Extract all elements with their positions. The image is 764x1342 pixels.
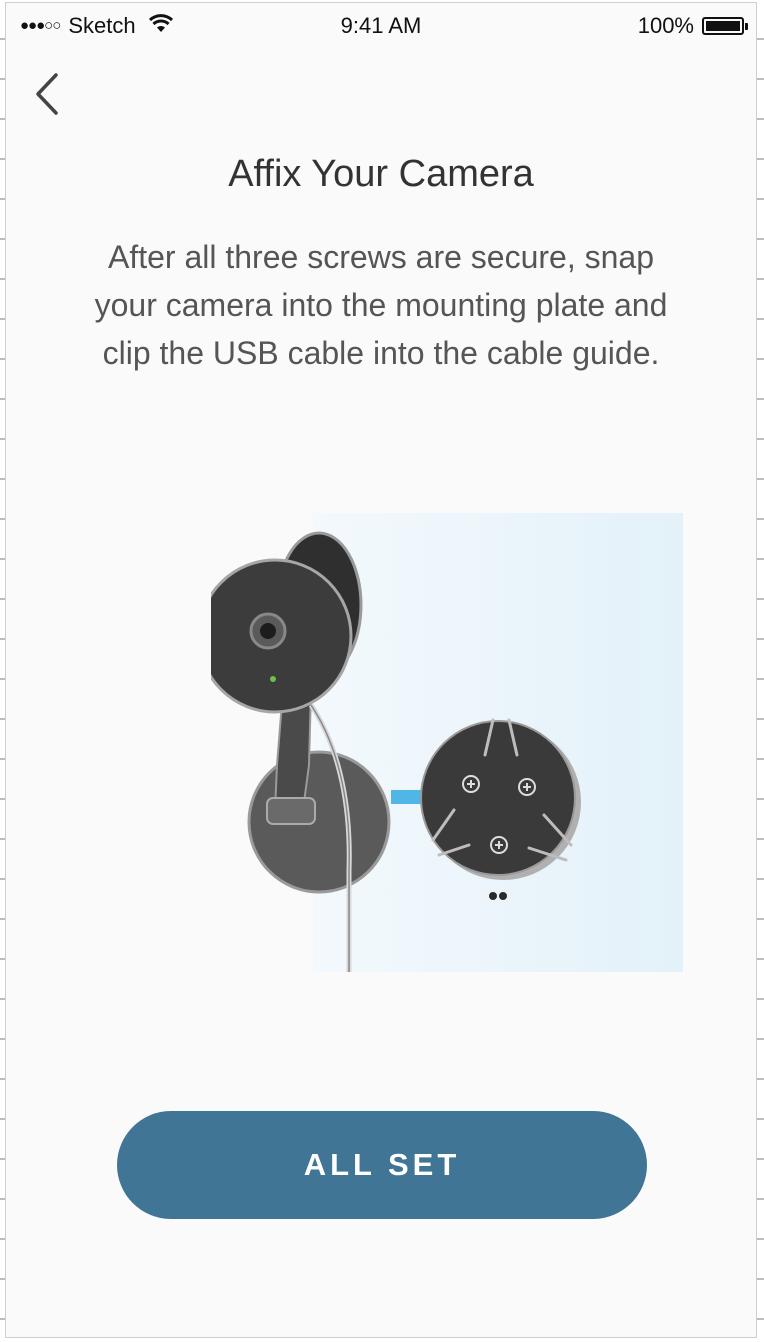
instruction-text: After all three screws are secure, snap your camera into the mounting plate and clip the USB cable into the cable guide. <box>94 239 668 371</box>
camera-led <box>270 676 276 682</box>
camera-mount-illustration <box>211 510 683 972</box>
carrier-name: Sketch <box>68 13 136 38</box>
battery-level <box>706 21 740 31</box>
status-bar <box>6 3 756 47</box>
camera-lens <box>260 623 276 639</box>
status-time: 9:41 AM <box>340 13 422 38</box>
right-guide-marks <box>756 0 764 1342</box>
arrow-shaft <box>391 790 425 804</box>
camera-hinge <box>267 798 315 824</box>
back-button[interactable] <box>28 69 72 119</box>
chevron-left-icon <box>28 69 72 119</box>
signal-strength-icon: ●●●○○ <box>20 17 61 34</box>
battery-percent: 100% <box>637 13 694 38</box>
battery-icon <box>702 17 744 35</box>
page-title: Affix Your Camera <box>228 153 534 195</box>
status-right <box>638 13 744 39</box>
all-set-button[interactable]: ALL SET <box>117 1111 647 1219</box>
phone-screen <box>5 2 757 1338</box>
battery-tip <box>745 23 748 30</box>
